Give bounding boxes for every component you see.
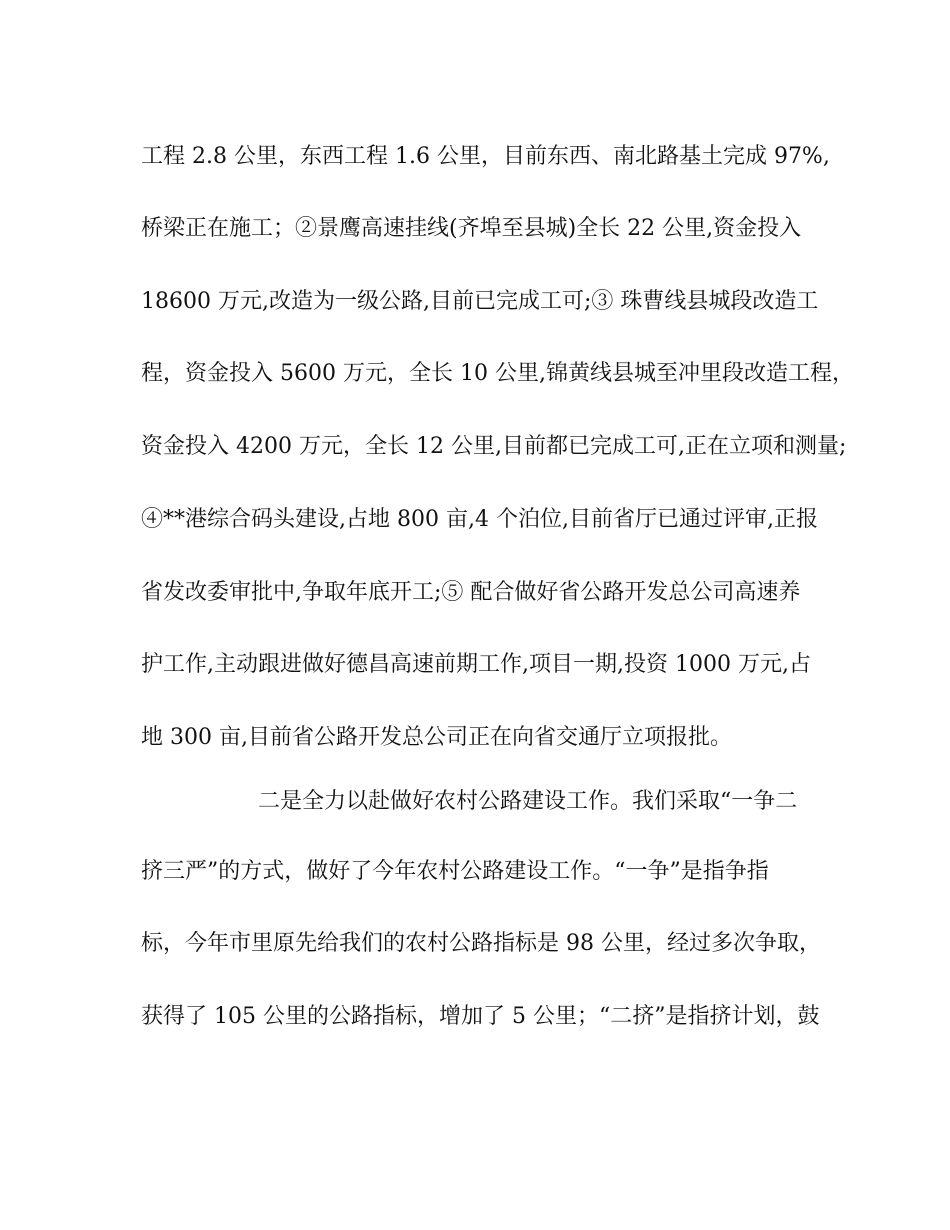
paragraph-line: 标，今年市里原先给我们的农村公路指标是 98 公里，经过多次争取， — [141, 931, 821, 956]
paragraph-line: 程，资金投入 5600 万元，全长 10 公里,锦黄线县城至冲里段改造工程， — [141, 361, 854, 386]
paragraph-line: 地 300 亩,目前省公路开发总公司正在向省交通厅立项报批。 — [141, 725, 732, 750]
paragraph-line: 工程 2.8 公里，东西工程 1.6 公里，目前东西、南北路基土完成 97%, — [141, 144, 830, 169]
paragraph-line: 省发改委审批中,争取年底开工;⑤ 配合做好省公路开发总公司高速养 — [141, 580, 801, 605]
paragraph-line: ④**港综合码头建设,占地 800 亩,4 个泊位,目前省厅已通过评审,正报 — [141, 507, 818, 532]
paragraph-line: 挤三严”的方式，做好了今年农村公路建设工作。“一争”是指争指 — [141, 859, 769, 884]
paragraph-line: 桥梁正在施工；②景鹰高速挂线(齐埠至县城)全长 22 公里,资金投入 — [141, 216, 802, 241]
paragraph-first-line: 二是全力以赴做好农村公路建设工作。我们采取“一争二 — [258, 789, 798, 814]
paragraph-line: 18600 万元,改造为一级公路,目前已完成工可;③ 珠曹线县城段改造工 — [141, 289, 819, 314]
paragraph-line: 获得了 105 公里的公路指标，增加了 5 公里；“二挤”是指挤计划，鼓 — [141, 1004, 820, 1029]
paragraph-line: 资金投入 4200 万元，全长 12 公里,目前都已完成工可,正在立项和测量; — [141, 434, 847, 459]
paragraph-line: 护工作,主动跟进做好德昌高速前期工作,项目一期,投资 1000 万元,占 — [141, 652, 811, 677]
